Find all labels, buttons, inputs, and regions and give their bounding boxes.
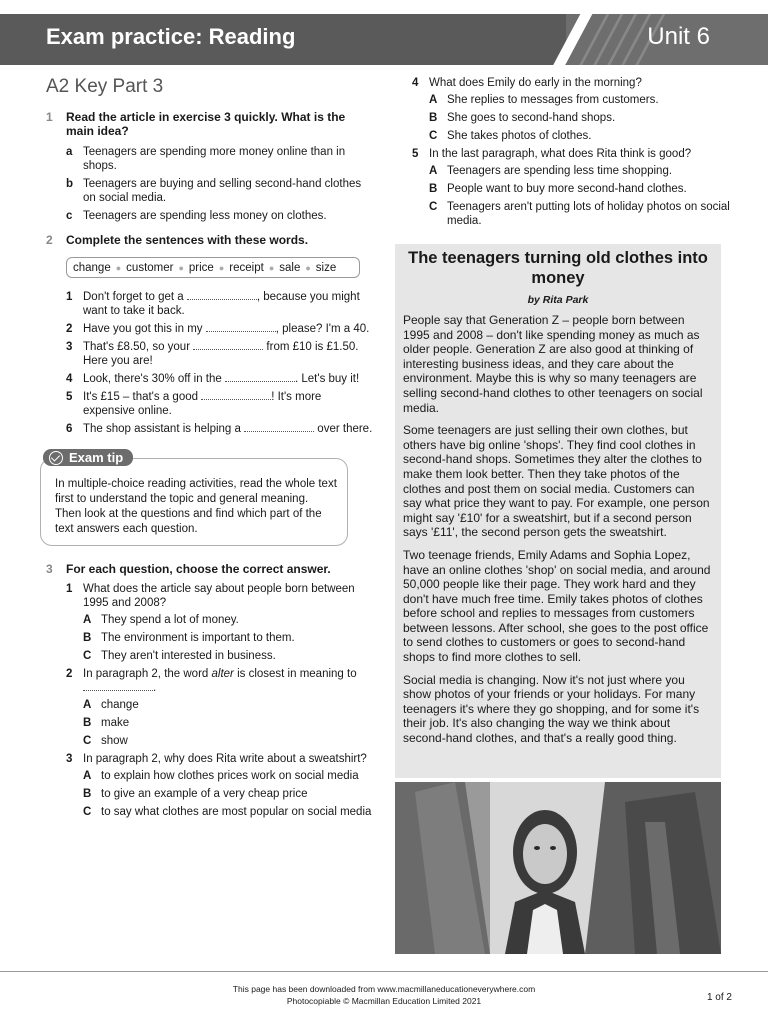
answer-option[interactable]: B make: [83, 717, 130, 729]
sub-question: 1 What does the article say about people born between 1995 and 2008?: [66, 583, 355, 609]
answer-option[interactable]: C show: [83, 735, 128, 747]
article-title: The teenagers turning old clothes into money: [408, 249, 708, 287]
exam-tip-box: [40, 450, 348, 546]
right-column: [412, 76, 732, 232]
question-text: For each question, choose the correct answer.: [66, 562, 331, 576]
answer-option[interactable]: A change: [83, 699, 139, 711]
answer-option[interactable]: C She takes photos of clothes.: [429, 130, 592, 142]
word-box: change ● customer ● price ● receipt ● sale ● size: [66, 257, 360, 278]
answer-option[interactable]: C They aren't interested in business.: [83, 650, 276, 662]
page-title: Exam practice: Reading: [46, 24, 296, 49]
sentence: 6 The shop assistant is helping a over there.: [66, 423, 373, 435]
answer-option[interactable]: A to explain how clothes prices work on social media: [83, 770, 359, 782]
page-header: [0, 14, 768, 65]
answer-option[interactable]: A Teenagers are spending less time shopping.: [429, 165, 673, 177]
exam-tip-badge: Exam tip: [43, 449, 133, 466]
unit-label: Unit 6: [647, 23, 710, 50]
answer-option[interactable]: C to say what clothes are most popular on social media: [83, 806, 372, 818]
blank-field[interactable]: [225, 372, 295, 382]
question-3: [46, 562, 376, 819]
sentence: 5 It's £15 – that's a good ! It's more expensive online.: [66, 391, 322, 417]
answer-option[interactable]: A She replies to messages from customers.: [429, 94, 659, 106]
sub-question: 4 What does Emily do early in the morning?: [412, 77, 642, 89]
question-number: 1: [46, 110, 53, 124]
question-text: Complete the sentences with these words.: [66, 233, 309, 247]
answer-option[interactable]: B The environment is important to them.: [83, 632, 295, 644]
sentence: 2 Have you got this in my , please? I'm a 40.: [66, 323, 370, 335]
question-number: 2: [46, 233, 53, 247]
blank-field[interactable]: [244, 422, 314, 432]
blank-field[interactable]: [83, 681, 153, 691]
article-paragraph: Two teenage friends, Emily Adams and Sophia Lopez, have an online clothes 'shop' on social media, and around 50,000 people like their page. They work hard and they don't have much free time. Emily takes photos of clothes before school and replies to messages from customers between lessons. After school, she goes to the post office to send clothes to customers or goes to second-hand shops to find more clothes to sell.: [403, 547, 711, 665]
option: a Teenagers are spending more money online than in shops.: [66, 146, 346, 172]
article-photo: [395, 782, 721, 954]
question-text: Read the article in exercise 3 quickly. What is the main idea?: [66, 110, 346, 138]
exam-tip-text: In multiple-choice reading activities, read the whole text first to understand the topic and general meaning. Then look at the questions and find which part of the text answers each question.: [55, 478, 337, 535]
sentence: 4 Look, there's 30% off in the . Let's buy it!: [66, 373, 360, 385]
sub-question: 2 In paragraph 2, the word alter is closest in meaning to .: [66, 668, 357, 694]
option: c Teenagers are spending less money on clothes.: [66, 210, 327, 222]
answer-option[interactable]: B People want to buy more second-hand clothes.: [429, 183, 687, 195]
question-2: [46, 233, 376, 436]
blank-field[interactable]: [193, 340, 263, 350]
article-paragraph: People say that Generation Z – people born between 1995 and 2008 – don't like spending money as much as older people. Generation Z are also good at thinking of interesting business ideas, and they care about the environment. Maybe this is why so many teenagers are selling second-hand clothes to other teenagers on social media.: [403, 313, 703, 415]
article-box: [395, 244, 721, 778]
page-number: 1 of 2: [706, 992, 732, 1003]
section-title: A2 Key Part 3: [46, 76, 164, 97]
check-circle-icon: [49, 451, 63, 465]
sub-question: 3 In paragraph 2, why does Rita write about a sweatshirt?: [66, 753, 367, 765]
sentence: 3 That's £8.50, so your from £10 is £1.50. Here you are!: [66, 341, 359, 367]
question-number: 3: [46, 562, 53, 576]
blank-field[interactable]: [187, 290, 257, 300]
footer-download-note: This page has been downloaded from www.macmillaneducationeverywhere.com: [232, 984, 536, 994]
article-paragraph: Social media is changing. Now it's not just where you show photos of your friends or your holidays. For many teenagers it's where they go shopping, and for some it's their job. It's also changing the way we think about second-hand clothes, and that's a really good thing.: [403, 672, 700, 746]
footer-divider: [0, 971, 768, 972]
answer-option[interactable]: C Teenagers aren't putting lots of holiday photos on social media.: [429, 201, 730, 227]
question-1: [46, 110, 376, 223]
article-byline: by Rita Park: [527, 294, 589, 306]
blank-field[interactable]: [201, 390, 271, 400]
answer-option[interactable]: B to give an example of a very cheap price: [83, 788, 308, 800]
footer-copyright: Photocopiable © Macmillan Education Limited 2021: [286, 996, 482, 1006]
left-column: [46, 76, 376, 827]
sub-question: 5 In the last paragraph, what does Rita think is good?: [412, 148, 692, 160]
blank-field[interactable]: [206, 322, 276, 332]
article-paragraph: Some teenagers are just selling their own clothes, but others have big online 'shops'. They find cool clothes in second-hand shops. Sometimes they alter the clothes to make them look better. Then they take photos of the clothes and post them on social media. Customers can say what price they want to pay. For example, one person might say '£10' for a sweatshirt, but if a second person says '£11', the second person gets the sweatshirt.: [403, 423, 710, 540]
option: b Teenagers are buying and selling second-hand clothes on social media.: [66, 178, 362, 204]
answer-option[interactable]: B She goes to second-hand shops.: [429, 112, 616, 124]
answer-option[interactable]: A They spend a lot of money.: [83, 614, 239, 626]
sentence: 1 Don't forget to get a , because you might want to take it back.: [66, 291, 360, 317]
